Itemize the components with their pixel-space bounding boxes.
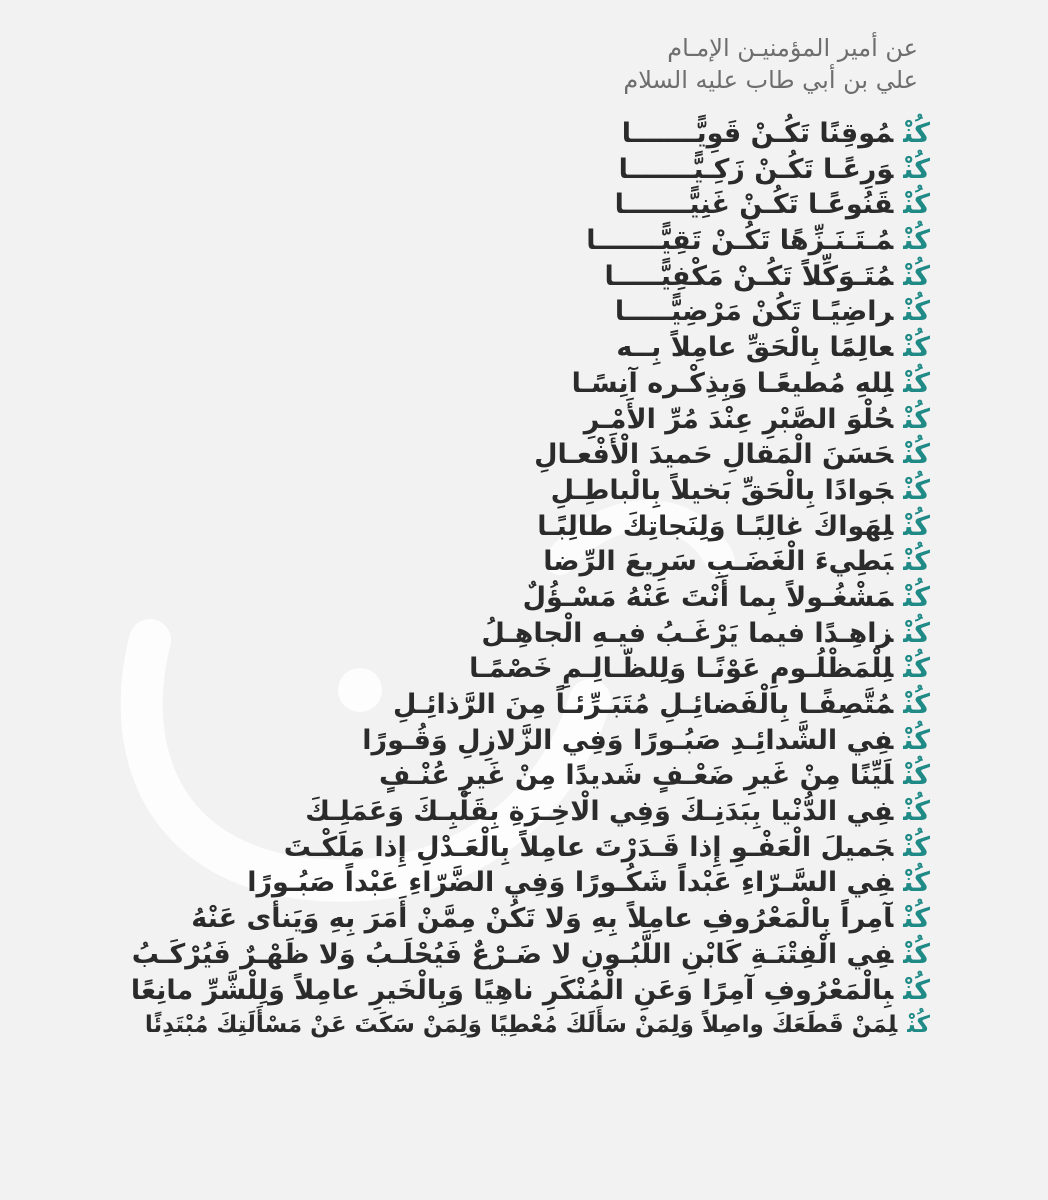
verse-text: حَسَنَ الْمَقالِ حَميدَ الْأَفْعـالِ [534, 439, 894, 471]
verse-text: لِلهِ مُطيعًـا وَبِذِكْـره آنِسًـا [571, 367, 894, 399]
verse-text: لِمَنْ قَطَعَكَ واصِلاً وَلِمَنْ سَأَلَكَ مُعْطِيًا وَلِمَنْ سَكَتَ عَنْ مَسْأَلَتِكَ مُبْتَدِئًا [144, 1012, 898, 1039]
verse-text: لِهَواكَ غالِبًـا وَلِنَجاتِكَ طالِبًـا [537, 510, 894, 542]
verse-line [130, 330, 930, 366]
verse-text: جَميلَ الْعَفْـوِ إِذا قَـدَرْتَ عامِلاً بِالْعَـدْلِ إِذا مَلَكْـتَ [283, 831, 894, 863]
verse-kun-word: كُنْ [903, 653, 930, 685]
verse-kun-word: كُنْ [903, 296, 930, 328]
verse-kun-word: كُنْ [903, 760, 930, 792]
verse-text: لِلْمَظْلُـومِ عَوْنًـا وَلِلظّـالِـمِ خَصْمًـا [469, 653, 894, 685]
verse-kun-word: كُنْ [903, 367, 930, 399]
verse-kun-word: كُنْ [903, 974, 930, 1006]
verse-line [130, 580, 930, 616]
verse-kun-word: كُنْ [903, 118, 930, 149]
verse-kun-word: كُنْ [903, 867, 930, 899]
verse-text: مُتَـوَكِّلاً تَكُـنْ مَكْفِيًّـــــا [604, 260, 894, 292]
verse-text: مُوقِنًا تَكُـنْ قَوِيًّـــــــا [621, 118, 894, 149]
verse-text: حُلْوَ الصَّبْرِ عِنْدَ مُرِّ الأَمْـرِ [583, 403, 894, 435]
verse-kun-word: كُنْ [903, 510, 930, 542]
verse-list [130, 116, 930, 1044]
verse-kun-word: كُنْ [903, 332, 930, 364]
verse-text: آمِراً بِالْمَعْرُوفِ عامِلاً بِهِ وَلا تَكُنْ مِمَّنْ أَمَرَ بِهِ وَيَنأى عَنْهُ [191, 903, 894, 935]
verse-line [130, 402, 930, 438]
verse-text: قَنُوعًـا تَكُـنْ غَنِيًّـــــــا [614, 189, 894, 221]
verse-kun-word: كُنْ [903, 689, 930, 720]
verse-text: بِالْمَعْرُوفِ آمِرًا وَعَنِ الْمُنْكَرِ ناهِيًا وَبِالْخَيرِ عامِلاً وَلِلْشَّرِّ مانِعًا [130, 974, 894, 1006]
verse-kun-word: كُنْ [903, 546, 930, 578]
verse-line [130, 937, 930, 973]
verse-line [130, 651, 930, 687]
verse-text: مُتَّصِفًـا بِالْفَضائِـلِ مُتَبَـرِّئـاً مِنَ الرَّذائِـلِ [393, 689, 894, 720]
verse-line [130, 116, 930, 152]
verse-kun-word: كُنْ [903, 225, 930, 257]
verse-line [130, 544, 930, 580]
verse-line [130, 509, 930, 545]
verse-kun-word: كُنْ [903, 724, 930, 756]
verse-line [130, 366, 930, 402]
verse-kun-word: كُنْ [903, 831, 930, 863]
verse-line [130, 473, 930, 509]
verse-kun-word: كُنْ [903, 439, 930, 471]
verse-line [130, 723, 930, 759]
verse-text: لَيِّنًا مِنْ غَيرِ ضَعْـفٍ شَديدًا مِنْ غَيرِ عُنْـفٍ [379, 760, 894, 792]
verse-line [130, 794, 930, 830]
verse-line [130, 758, 930, 794]
verse-line [130, 152, 930, 188]
verse-kun-word: كُنْ [903, 581, 930, 613]
verse-kun-word: كُنْ [903, 796, 930, 828]
verse-kun-word: كُنْ [903, 474, 930, 506]
verse-line [130, 223, 930, 259]
verse-kun-word: كُنْ [903, 153, 930, 185]
verse-text: عالِمًا بِالْحَقِّ عامِلاً بِــه [616, 332, 894, 364]
verse-kun-word: كُنْ [903, 403, 930, 435]
attribution-header [318, 32, 918, 96]
verse-line [130, 259, 930, 295]
verse-line [130, 437, 930, 473]
verse-kun-word: كُنْ [903, 938, 930, 970]
verse-line [130, 973, 930, 1009]
verse-line [130, 187, 930, 223]
verse-kun-word: كُنْ [903, 617, 930, 649]
verse-line [130, 616, 930, 652]
verse-text: وَرِعًـا تَكُـنْ زَكِـيًّـــــــا [618, 153, 894, 185]
verse-text: فِي الشَّدائِـدِ صَبُـورًا وَفِي الزَّلازِلِ وَقُـورًا [362, 724, 894, 756]
verse-line [130, 865, 930, 901]
verse-kun-word: كُنْ [907, 1012, 930, 1039]
verse-text: فِي الدُّنْيا بِبَدَنِـكَ وَفِي الْاخِـرَةِ بِقَلْبِـكَ وَعَمَلِـكَ [305, 796, 894, 828]
verse-text: فِي السَّـرّاءِ عَبْداً شَكُـورًا وَفِي الضَّرّاءِ عَبْداً صَبُـورًا [247, 867, 894, 899]
verse-line [130, 901, 930, 937]
verse-text: زاهِـدًا فيما يَرْغَـبُ فيـهِ الْجاهِـلُ [481, 617, 894, 649]
attribution-line-1: عن أمير المؤمنيـن الإمـام [667, 34, 918, 62]
verse-line [130, 830, 930, 866]
verse-text: بَطِيءَ الْغَضَـبِ سَرِيعَ الرِّضا [543, 546, 894, 578]
verse-text: راضِيًـا تَكُنْ مَرْضِيًّـــــا [614, 296, 894, 328]
verse-line [130, 294, 930, 330]
verse-text: مَشْغُـولاً بِما أَنْتَ عَنْهُ مَسْـؤُلٌ [522, 581, 894, 613]
verse-text: جَوادًا بِالْحَقِّ بَخيلاً بِالْباطِـلِ [550, 474, 894, 506]
verse-line [130, 1008, 930, 1044]
verse-kun-word: كُنْ [903, 903, 930, 935]
verse-text: مُـتَـنَـزِّهًا تَكُـنْ تَقِيًّـــــــا [586, 225, 894, 257]
verse-kun-word: كُنْ [903, 189, 930, 221]
verse-text: فِي الْفِتْنَـةِ كَابْنِ اللَّبُـونِ لا ضَـرْعٌ فَيُحْلَـبُ وَلا ظَهْـرٌ فَيُرْكَـبُ [131, 938, 894, 970]
verse-kun-word: كُنْ [903, 260, 930, 292]
attribution-line-2: علي بن أبي طاب عليه السلام [623, 66, 918, 94]
verse-line [130, 687, 930, 723]
